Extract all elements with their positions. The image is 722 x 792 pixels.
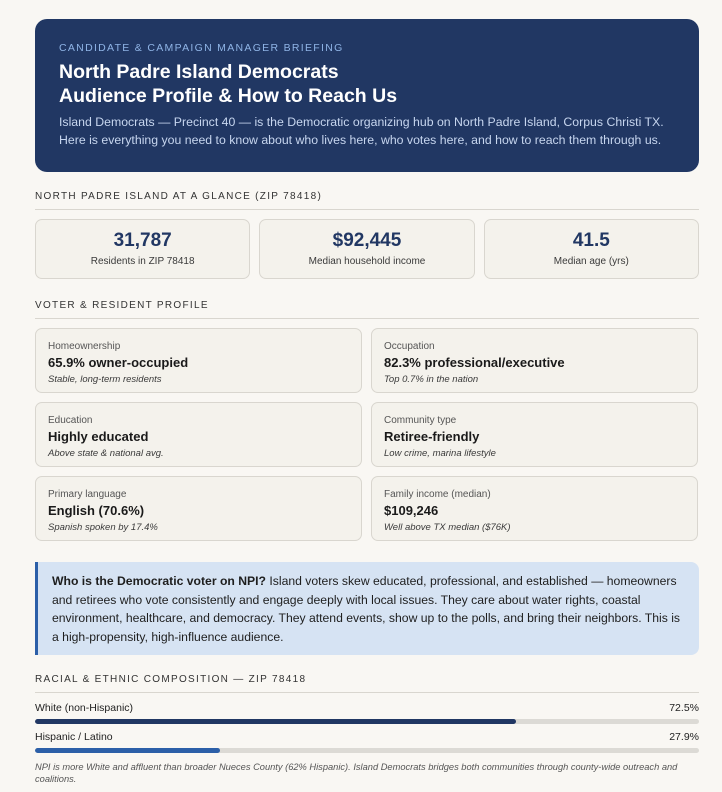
glance-section-title: NORTH PADRE ISLAND AT A GLANCE (ZIP 78418) [35,191,699,210]
stat-median-income [259,219,474,279]
hero-intro: Island Democrats — Precinct 40 — is the Democratic organizing hub on North Padre Island, Corpus Christi TX. Here is everything you need to know about who lives here, who votes here, and how to reach them through us. [59,115,664,147]
bar-track [35,719,699,724]
profile-card-education [35,402,362,467]
page-title [59,60,675,108]
card-key: Primary language [48,489,127,500]
stat-label: Median household income [308,256,426,267]
bar-value: 27.9% [669,731,699,743]
stat-value: 31,787 [113,230,172,251]
glance-stats [35,219,699,279]
title-line-2: Audience Profile & How to Reach Us [59,85,398,107]
bar-value: 72.5% [669,702,699,714]
stat-label: Residents in ZIP 78418 [90,256,195,267]
composition-row-hispanic [35,731,699,753]
profile-card-homeownership [35,328,362,393]
bar-track [35,748,699,753]
card-note: Spanish spoken by 17.4% [48,522,158,533]
profile-section-title: VOTER & RESIDENT PROFILE [35,300,699,319]
card-note: Stable, long-term residents [48,374,162,385]
composition-footnote: NPI is more White and affluent than broader Nueces County (62% Hispanic). Island Democrats bridges both communities through county-wide outreach and coalitions. [35,762,678,784]
card-value: English (70.6%) [48,503,145,518]
stat-value: $92,445 [332,230,402,251]
stat-median-age [484,219,699,279]
card-key: Homeownership [48,341,121,352]
composition-section-title: RACIAL & ETHNIC COMPOSITION — ZIP 78418 [35,674,699,693]
card-key: Family income (median) [384,489,491,500]
composition-row-white [35,702,699,724]
profile-grid [35,328,699,541]
bar-fill-white [35,719,516,724]
card-note: Well above TX median ($76K) [384,522,511,533]
card-key: Community type [384,415,457,426]
bar-label: White (non-Hispanic) [35,702,134,714]
card-value: Highly educated [48,429,149,444]
title-line-1: North Padre Island Democrats [59,61,339,83]
stat-value: 41.5 [572,230,610,251]
bar-label: Hispanic / Latino [35,731,113,743]
profile-card-community-type [371,402,698,467]
card-note: Low crime, marina lifestyle [384,448,496,459]
profile-card-family-income [371,476,698,541]
card-value: Retiree-friendly [384,429,480,444]
bar-fill-hispanic [35,748,220,753]
card-key: Education [48,415,93,426]
card-value: 65.9% owner-occupied [48,355,189,370]
card-value: 82.3% professional/executive [384,355,565,370]
card-value: $109,246 [384,503,439,518]
card-note: Above state & national avg. [48,448,164,459]
callout-lead: Who is the Democratic voter on NPI? [52,574,266,588]
hero-banner [35,19,699,172]
stat-residents [35,219,250,279]
profile-card-primary-language [35,476,362,541]
card-key: Occupation [384,341,435,352]
profile-card-occupation [371,328,698,393]
hero-eyebrow: CANDIDATE & CAMPAIGN MANAGER BRIEFING [59,42,344,54]
card-note: Top 0.7% in the nation [384,374,479,385]
stat-label: Median age (yrs) [553,256,629,267]
voter-callout [35,562,699,655]
callout-body: Island voters skew educated, professional, and established — homeowners and retirees who vote consistently and engage deeply with local issues. They care about water rights, coastal environment, healthcare, and democracy. They attend events, show up to the polls, and bring their neighbors. This is a high-propensity, high-influence audience. [52,574,681,644]
